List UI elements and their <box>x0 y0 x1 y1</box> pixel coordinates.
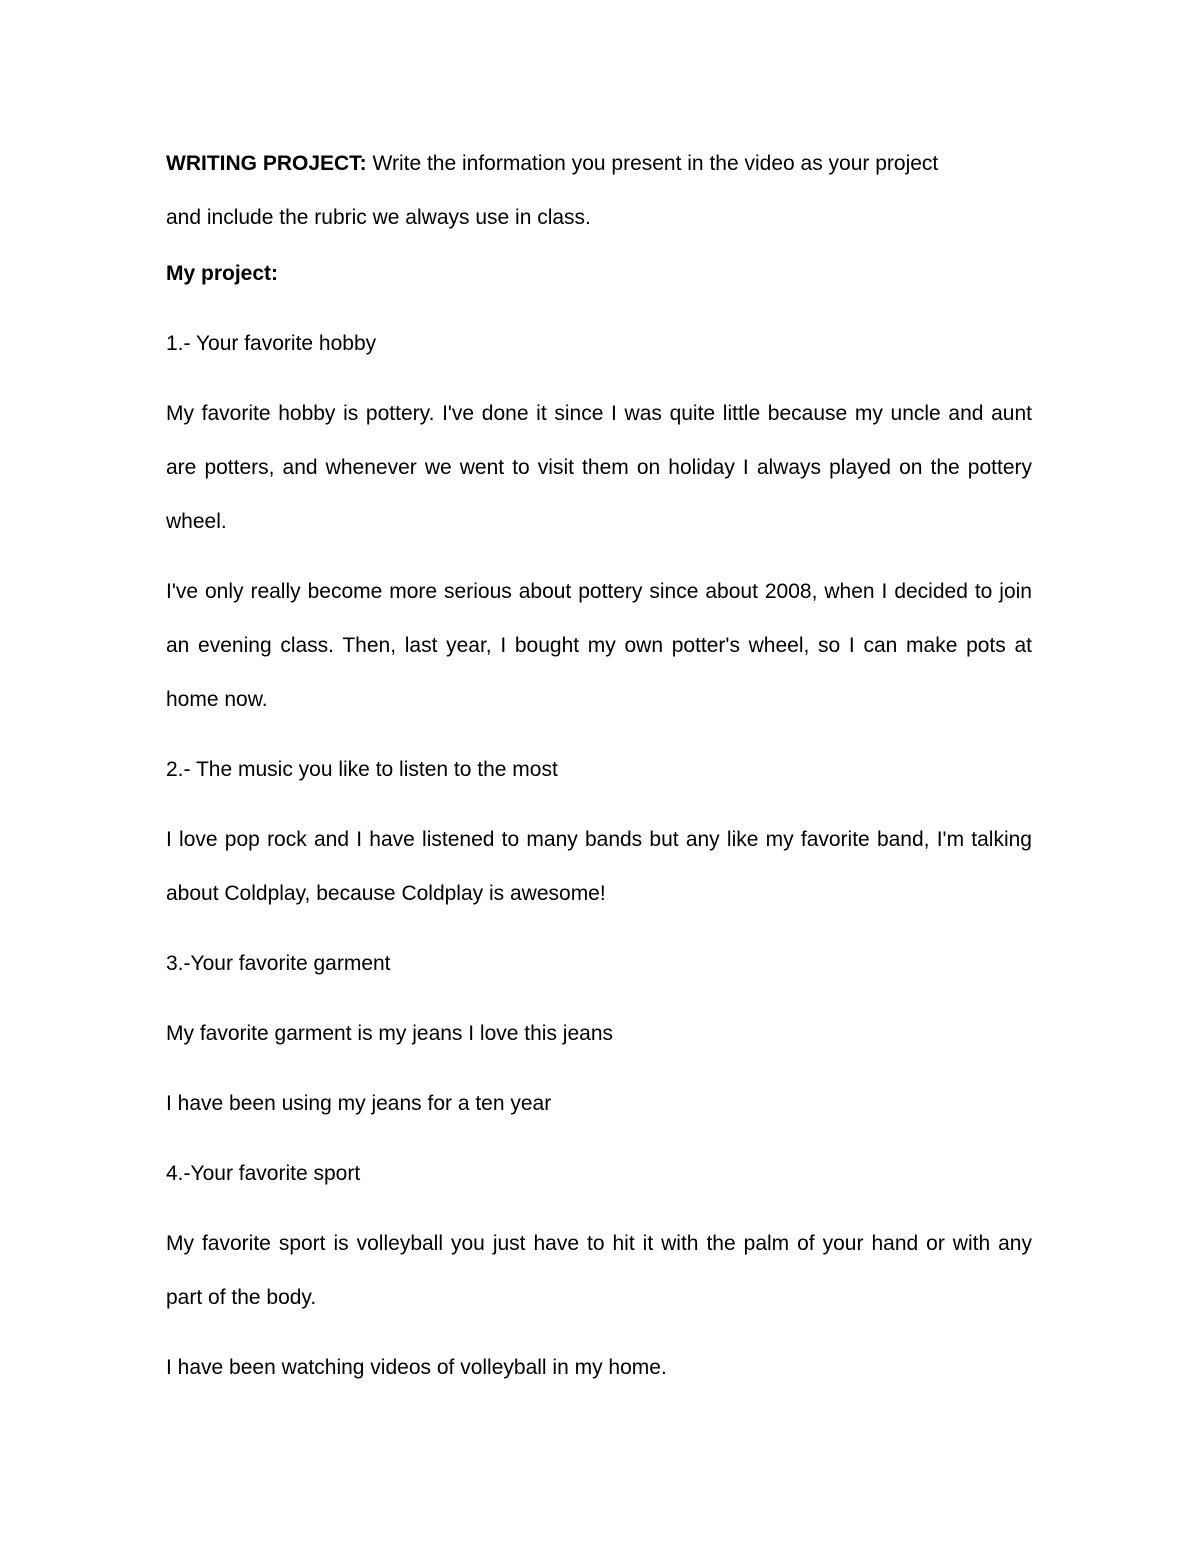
section-3-paragraph-2: I have been using my jeans for a ten year <box>166 1092 552 1115</box>
intro-label: WRITING PROJECT: <box>166 152 367 175</box>
section-4-paragraph-1: My favorite sport is volleyball you just have to hit it with the palm of your hand or with any part of the body. <box>166 1232 1032 1309</box>
section-4-paragraph-2: I have been watching videos of volleyball in my home. <box>166 1356 667 1379</box>
section-4-heading: 4.-Your favorite sport <box>166 1162 361 1185</box>
document-body <box>166 137 1032 1395</box>
section-1-heading: 1.- Your favorite hobby <box>166 332 377 355</box>
intro-paragraph <box>166 137 966 245</box>
intro-text: Write the information you present in the video as your project and include the rubric we always use in class. <box>166 152 939 229</box>
section-2-paragraph-1: I love pop rock and I have listened to many bands but any like my favorite band, I'm talking about Coldplay, because Coldplay is awesome! <box>166 828 1032 905</box>
section-1-paragraph-1: My favorite hobby is pottery. I've done it since I was quite little because my uncle and aunt are potters, and whenever we went to visit them on holiday I always played on the pottery wheel. <box>166 402 1032 533</box>
my-project-label: My project: <box>166 262 279 285</box>
section-3-paragraph-1: My favorite garment is my jeans I love this jeans <box>166 1022 614 1045</box>
section-2-heading: 2.- The music you like to listen to the most <box>166 758 558 781</box>
section-1-paragraph-2: I've only really become more serious about pottery since about 2008, when I decided to join an evening class. Then, last year, I bought my own potter's wheel, so I can make pots at home now. <box>166 580 1032 711</box>
section-3-heading: 3.-Your favorite garment <box>166 952 391 975</box>
